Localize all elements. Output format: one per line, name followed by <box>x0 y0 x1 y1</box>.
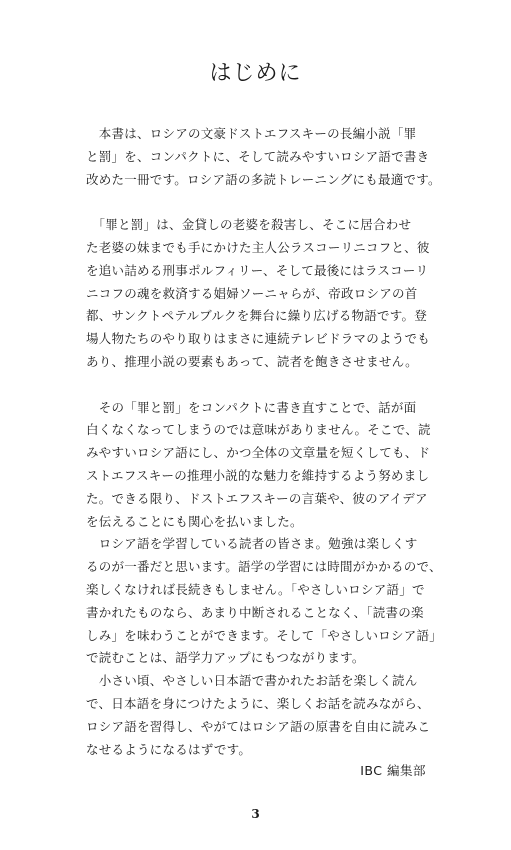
text-line: で読むことは、語学力アップにもつながります。 <box>86 650 365 666</box>
paragraph-closing <box>86 670 431 761</box>
paragraph-intro <box>86 123 441 191</box>
text-line: ストエフスキーの推理小説的な魅力を維持するよう努めまし <box>86 467 430 483</box>
text-line: あり、推理小説の要素もあって、読者を飽きさせません。 <box>86 353 418 369</box>
text-line: 楽しくなければ長続きもしません。「やさしいロシア語」で <box>86 581 425 597</box>
paragraph-readers <box>86 533 443 670</box>
text-line: と罰」を、コンパクトに、そして読みやすいロシア語で書き <box>86 148 430 164</box>
text-line: 都、サンクトペテルブルクを舞台に繰り広げる物語です。登 <box>86 308 428 324</box>
text-line: ロシア語を習得し、やがてはロシア語の原書を自由に読みこ <box>86 718 431 734</box>
paragraph-story <box>86 214 431 374</box>
paragraph-gap <box>86 374 428 397</box>
text-line: その「罪と罰」をコンパクトに書き直すことで、話が面 <box>86 399 417 415</box>
text-line: を追い詰める刑事ポルフィリー、そして最後にはラスコーリ <box>86 262 429 278</box>
text-line: た老婆の妹までも手にかけた主人公ラスコーリニコフと、彼 <box>86 239 430 255</box>
text-line: るのが一番だと思います。語学の学習には時間がかかるので、 <box>86 559 442 575</box>
text-line: 白くなくなってしまうのでは意味がありません。そこで、読 <box>86 422 431 438</box>
text-line: 改めた一冊です。ロシア語の多読トレーニングにも最適です。 <box>86 171 441 187</box>
text-line: 本書は、ロシアの文豪ドストエフスキーの長編小説「罪 <box>86 126 417 141</box>
text-line: で、日本語を身につけたように、楽しくお話を読みながら、 <box>86 695 430 711</box>
text-line: を伝えることにも関心を払いました。 <box>86 513 303 529</box>
text-line: みやすいロシア語にし、かつ全体の文章量を短くしても、ド <box>86 445 431 461</box>
paragraph-rewrite <box>86 397 431 534</box>
text-line: 小さい頃、やさしい日本語で書かれたお話を楽しく読ん <box>86 673 418 689</box>
text-line: た。できる限り、ドストエフスキーの言葉や、彼のアイデア <box>86 490 428 506</box>
paragraph-gap <box>86 191 428 214</box>
text-line: ロシア語を学習している読者の皆さま。勉強は楽しくす <box>86 536 418 552</box>
text-line: ニコフの魂を救済する娼婦ソーニャらが、帝政ロシアの首 <box>86 285 418 301</box>
signature: IBC 編集部 <box>360 763 426 778</box>
text-line: しみ」を味わうことができます。そして「やさしいロシア語」 <box>86 627 443 643</box>
text-line: なせるようになるはずです。 <box>86 741 252 757</box>
text-line: 「罪と罰」は、金貸しの老婆を殺害し、そこに居合わせ <box>86 217 412 233</box>
page-number: 3 <box>251 807 260 821</box>
page-title: はじめに <box>209 61 302 86</box>
body-text <box>86 123 443 761</box>
text-line: 場人物たちのやり取りはまさに連続テレビドラマのようでも <box>86 331 431 347</box>
text-line: 書かれたものなら、あまり中断されることなく、「読書の楽 <box>86 604 424 620</box>
